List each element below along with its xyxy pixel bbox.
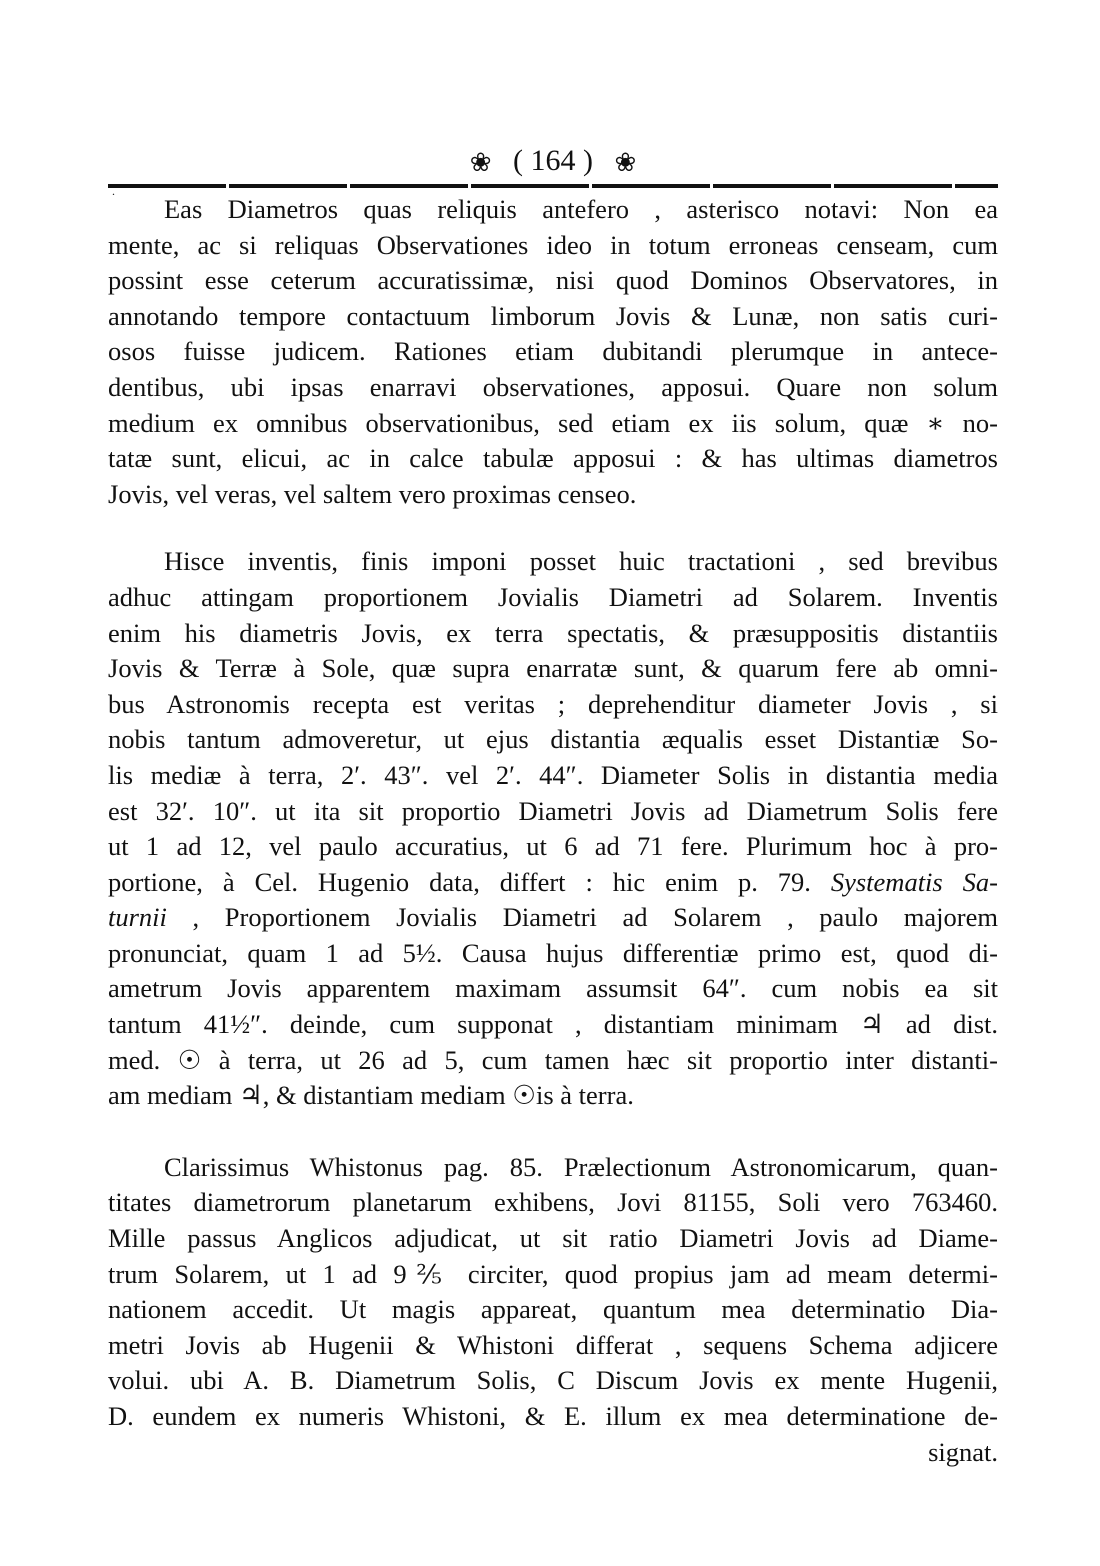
text-line: ut 1 ad 12, vel paulo accuratius, ut 6 ad 71 fere. Plurimum hoc à pro- bbox=[108, 831, 998, 862]
book-page bbox=[108, 140, 998, 1470]
text-line: Jovis & Terræ à Sole, quæ supra enarratæ sunt, & quarum fere ab omni- bbox=[108, 653, 998, 684]
fleuron-right-icon: ❀ bbox=[614, 148, 637, 178]
text-line: D. eundem ex numeris Whistoni, & E. illum ex mea determinatione de- bbox=[108, 1401, 998, 1431]
text-line: mente, ac si reliquas Observationes ideo in totum erroneas censeam, cum bbox=[108, 229, 998, 260]
text-line: bus Astronomis recepta est veritas ; deprehenditur diameter Jovis , si bbox=[108, 688, 998, 719]
text-line: ametrum Jovis apparentem maximam assumsit 64″. cum nobis ea sit bbox=[108, 973, 998, 1004]
text-line: enim his diametris Jovis, ex terra spectatis, & præsuppositis distantiis bbox=[108, 617, 998, 648]
text-line: possint esse ceterum accuratissimæ, nisi quod Dominos Observatores, in bbox=[108, 265, 998, 296]
text-line: annotando tempore contactuum limborum Jovis & Lunæ, non satis curi- bbox=[108, 300, 998, 331]
text-line: Hisce inventis, finis imponi posset huic tractationi , sed brevibus bbox=[164, 546, 998, 577]
text-line: tatæ sunt, elicui, ac in calce tabulæ apposui : & has ultimas diametros bbox=[108, 443, 998, 474]
text-line: lis mediæ à terra, 2′. 43″. vel 2′. 44″. Diameter Solis in distantia media bbox=[108, 759, 998, 790]
header-rule bbox=[108, 184, 998, 188]
paragraph-2 bbox=[108, 544, 998, 1114]
page-number: ( 164 ) bbox=[513, 144, 593, 177]
text-line: Clarissimus Whistonus pag. 85. Prælectionum Astronomicarum, quan- bbox=[164, 1151, 998, 1182]
text-line: adhuc attingam proportionem Jovialis Diametri ad Solarem. Inventis bbox=[108, 581, 998, 612]
page-header bbox=[108, 140, 998, 198]
text-line: volui. ubi A. B. Diametrum Solis, C Discum Jovis ex mente Hugenii, bbox=[108, 1365, 998, 1396]
text-line: pronunciat, quam 1 ad 5½. Causa hujus differentiæ primo est, quod di- bbox=[108, 937, 998, 968]
text-line: metri Jovis ab Hugenii & Whistoni differat , sequens Schema adjicere bbox=[108, 1329, 998, 1360]
text-line: tantum 41½″. deinde, cum supponat , distantiam minimam ♃ ad dist. bbox=[108, 1009, 998, 1040]
text-line: dentibus, ubi ipsas enarravi observationes, apposui. Quare non solum bbox=[108, 371, 998, 402]
text-line: Jovis, vel veras, vel saltem vero proximas censeo. bbox=[108, 478, 637, 509]
text-line: nationem accedit. Ut magis appareat, quantum mea determinatio Dia- bbox=[108, 1294, 998, 1325]
text-line: osos fuisse judicem. Rationes etiam dubitandi plerumque in antece- bbox=[108, 336, 998, 367]
fleuron-left-icon: ❀ bbox=[469, 148, 492, 178]
paragraph-1 bbox=[108, 192, 998, 512]
text-line: turnii , Proportionem Jovialis Diametri ad Solarem , paulo majorem bbox=[108, 902, 998, 933]
header-dot: . bbox=[112, 184, 115, 198]
text-line: signat. bbox=[928, 1436, 998, 1467]
text-line: portione, à Cel. Hugenio data, differt : hic enim p. 79. Systematis Sa- bbox=[108, 866, 998, 897]
text-line: am mediam ♃, & distantiam mediam ☉is à terra. bbox=[108, 1080, 634, 1111]
text-line: Eas Diametros quas reliquis antefero , asterisco notavi: Non ea bbox=[164, 194, 998, 224]
text-line: trum Solarem, ut 1 ad 9⅖ circiter, quod propius jam ad meam determi- bbox=[108, 1258, 998, 1289]
text-line: nobis tantum admoveretur, ut ejus distantia æqualis esset Distantiæ So- bbox=[108, 724, 998, 755]
text-line: medium ex omnibus observationibus, sed etiam ex iis solum, quæ ∗ no- bbox=[108, 407, 998, 438]
paragraph-3 bbox=[108, 1150, 998, 1470]
text-line: Mille passus Anglicos adjudicat, ut sit ratio Diametri Jovis ad Diame- bbox=[108, 1223, 998, 1254]
text-line: med. ☉ à terra, ut 26 ad 5, cum tamen hæc sit proportio inter distanti- bbox=[108, 1044, 998, 1075]
text-line: est 32′. 10″. ut ita sit proportio Diametri Jovis ad Diametrum Solis fere bbox=[108, 795, 998, 826]
text-line: titates diametrorum planetarum exhibens, Jovi 81155, Soli vero 763460. bbox=[108, 1187, 998, 1218]
